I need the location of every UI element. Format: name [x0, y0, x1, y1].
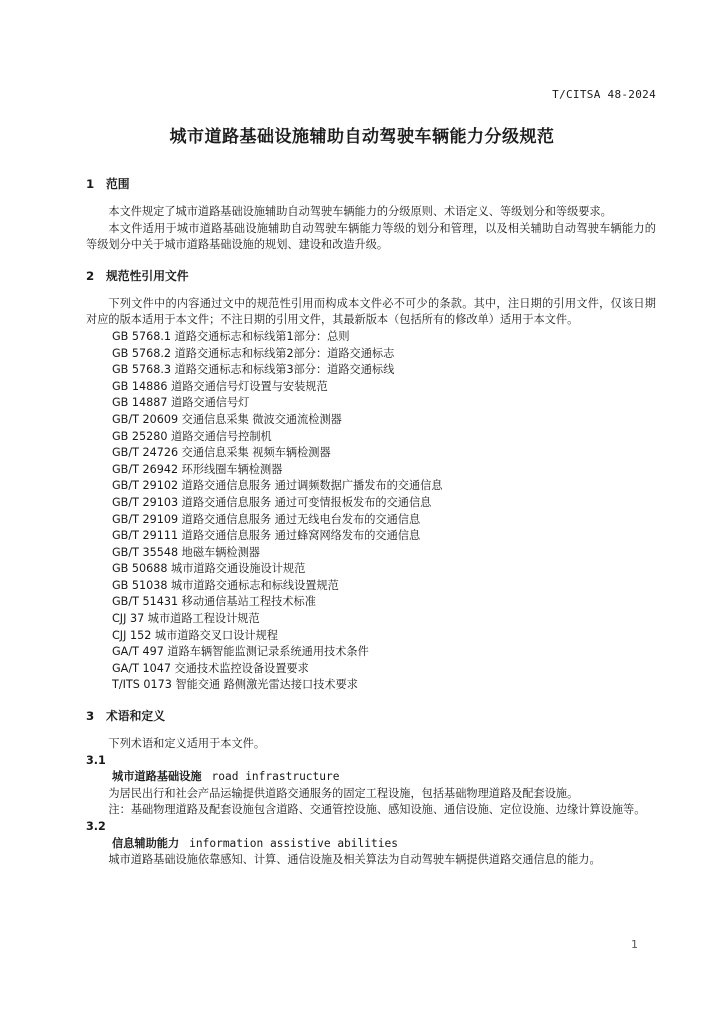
section-heading-normative-references — [86, 268, 656, 286]
term-heading — [86, 769, 656, 786]
term-heading — [86, 836, 656, 853]
reference-item: GB 51038 城市道路交通标志和标线设置规范 — [112, 578, 339, 592]
scope-paragraph: 本文件适用于城市道路基础设施辅助自动驾驶车辆能力等级的划分和管理，以及相关辅助自动驾驶车辆能力的等级划分中关于城市道路基础设施的规划、建设和改造升级。 — [86, 221, 656, 252]
section-title: 规范性引用文件 — [106, 268, 189, 283]
reference-item: GB/T 29111 道路交通信息服务 通过蜂窝网络发布的交通信息 — [112, 529, 421, 543]
scope-paragraph: 本文件规定了城市道路基础设施辅助自动驾驶车辆能力的分级原则、术语定义、等级划分和等级要求。 — [108, 205, 612, 218]
reference-item: GB/T 29103 道路交通信息服务 通过可变情报板发布的交通信息 — [112, 495, 432, 509]
reference-item: GB/T 26942 环形线圈车辆检测器 — [112, 462, 283, 476]
reference-item: GB 14887 道路交通信号灯 — [112, 396, 250, 410]
document-body — [86, 176, 656, 869]
reference-item: CJJ 37 城市道路工程设计规范 — [112, 612, 260, 626]
term-chinese: 信息辅助能力 — [112, 836, 180, 850]
reference-item: GB 5768.3 道路交通标志和标线第3部分：道路交通标线 — [112, 363, 395, 377]
reference-item: GB/T 29102 道路交通信息服务 通过调频数据广播发布的交通信息 — [112, 479, 443, 493]
reference-list — [86, 329, 656, 694]
section-heading-terms — [86, 708, 656, 726]
reference-item: GB/T 29109 道路交通信息服务 通过无线电台发布的交通信息 — [112, 512, 421, 526]
reference-item: GB 50688 城市道路交通设施设计规范 — [112, 562, 306, 576]
term-chinese: 城市道路基础设施 — [112, 770, 202, 784]
section-title: 术语和定义 — [106, 709, 165, 724]
document-title: 城市道路基础设施辅助自动驾驶车辆能力分级规范 — [169, 127, 555, 147]
term-number: 3.1 — [86, 753, 106, 767]
reference-item: GB 5768.1 道路交通标志和标线第1部分：总则 — [112, 329, 350, 343]
reference-item: GB/T 24726 交通信息采集 视频车辆检测器 — [112, 446, 331, 460]
page-number: 1 — [631, 938, 638, 951]
term-english: road infrastructure — [211, 770, 340, 784]
term-entry — [86, 819, 656, 869]
reference-item: GB 5768.2 道路交通标志和标线第2部分：道路交通标志 — [112, 346, 395, 360]
term-entry — [86, 753, 656, 819]
term-english: information assistive abilities — [189, 836, 398, 850]
references-intro: 下列文件中的内容通过文中的规范性引用而构成本文件必不可少的条款。其中，注日期的引用文件，仅该日期对应的版本适用于本文件；不注日期的引用文件，其最新版本（包括所有的修改单）适用于本文件。 — [86, 296, 656, 327]
term-note: 注：基础物理道路及配套设施包含道路、交通管控设施、感知设施、通信设施、定位设施、边缘计算设施等。 — [108, 803, 646, 817]
reference-item: GB 14886 道路交通信号灯设置与安装规范 — [112, 379, 328, 393]
section-number: 3 — [86, 709, 95, 724]
term-definition: 为居民出行和社会产品运输提供道路交通服务的固定工程设施，包括基础物理道路及配套设施。 — [108, 786, 579, 800]
reference-item: GB/T 35548 地磁车辆检测器 — [112, 545, 260, 559]
reference-item: GA/T 1047 交通技术监控设备设置要求 — [112, 661, 309, 675]
reference-item: GA/T 497 道路车辆智能监测记录系统通用技术条件 — [112, 645, 369, 659]
section-number: 1 — [86, 177, 95, 191]
section-number: 2 — [86, 268, 95, 283]
reference-item: GB/T 20609 交通信息采集 微波交通流检测器 — [112, 412, 342, 426]
reference-item: CJJ 152 城市道路交叉口设计规程 — [112, 628, 278, 642]
terms-intro: 下列术语和定义适用于本文件。 — [108, 737, 266, 751]
term-number: 3.2 — [86, 820, 106, 833]
section-title: 范围 — [106, 177, 130, 191]
reference-item: T/ITS 0173 智能交通 路侧激光雷达接口技术要求 — [112, 678, 358, 692]
term-definition: 城市道路基础设施依靠感知、计算、通信设施及相关算法为自动驾驶车辆提供道路交通信息的能力。 — [108, 853, 601, 867]
document-number: T/CITSA 48-2024 — [552, 88, 656, 101]
section-heading-scope — [86, 176, 656, 194]
reference-item: GB 25280 道路交通信号控制机 — [112, 429, 272, 443]
reference-item: GB/T 51431 移动通信基站工程技术标准 — [112, 595, 316, 609]
